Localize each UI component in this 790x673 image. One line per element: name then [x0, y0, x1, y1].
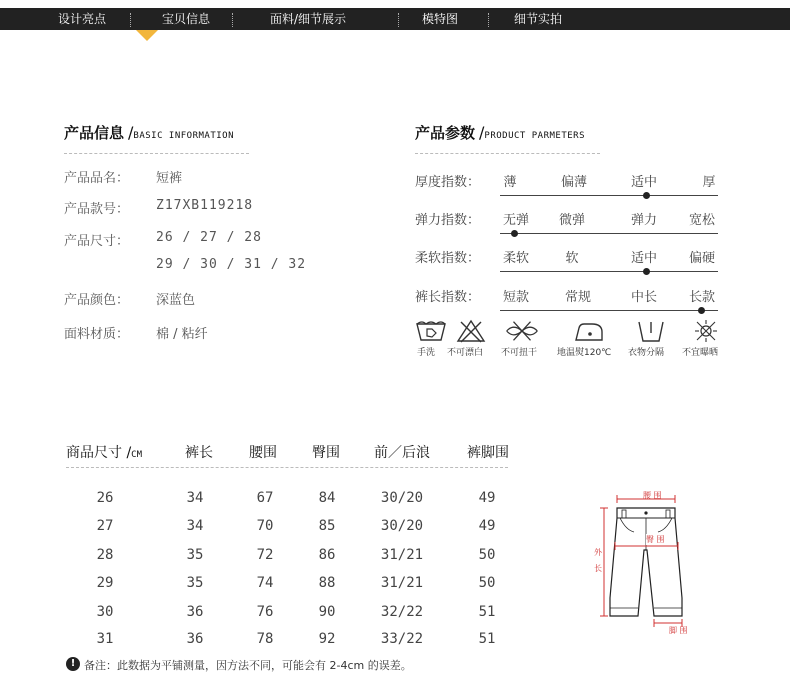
- size-table-cell: 49: [478, 490, 496, 506]
- size-table-size-cell: 31: [96, 631, 114, 647]
- warning-icon: !: [66, 657, 80, 671]
- info-value-size-line2: 29 / 30 / 31 / 32: [156, 257, 307, 272]
- nav-item-info[interactable]: 宝贝信息: [162, 12, 211, 26]
- product-info-subtitle: BASIC INFORMATION: [133, 131, 235, 141]
- note-text: 备注：此数据为平铺测量，因方法不同，可能会有 2-4cm 的误差。: [84, 659, 412, 672]
- care-label: 地温熨120℃: [557, 348, 612, 358]
- hand-wash-icon: [414, 318, 448, 344]
- care-label: 不可漂白: [447, 348, 484, 358]
- size-table-header: 裤长: [185, 445, 213, 461]
- param-indicator-dot: [643, 192, 650, 199]
- size-table-size-cell: 26: [96, 490, 114, 506]
- size-table-cell: 78: [256, 631, 274, 647]
- param-option: 适中: [630, 175, 657, 190]
- param-option: 厚: [702, 175, 716, 190]
- param-option: 常规: [564, 290, 591, 305]
- size-table-cell: 90: [318, 604, 336, 620]
- product-params-title: 产品参数 /PRODUCT PARMETERS: [415, 123, 586, 142]
- size-table-unit: CM: [131, 450, 143, 460]
- param-label-softness: 柔软指数：: [415, 251, 481, 266]
- param-option: 长款: [688, 290, 715, 305]
- nav-item-design[interactable]: 设计亮点: [58, 12, 107, 26]
- size-table-cell: 72: [256, 547, 274, 563]
- nav-item-fabric[interactable]: 面料/细节展示: [270, 12, 347, 26]
- care-label: 不可扭干: [501, 348, 538, 358]
- size-table-size-cell: 30: [96, 604, 114, 620]
- product-params-subtitle: PRODUCT PARMETERS: [484, 131, 586, 141]
- size-table-cell: 74: [256, 575, 274, 591]
- no-wring-icon: [505, 318, 539, 344]
- nav-separator: [130, 13, 131, 27]
- size-table-cell: 49: [478, 518, 496, 534]
- size-table-cell: 36: [186, 631, 204, 647]
- param-option: 偏硬: [688, 251, 715, 266]
- size-table-cell: 50: [478, 575, 496, 591]
- nav-separator: [488, 13, 489, 27]
- size-table-header: 腰围: [249, 445, 277, 461]
- info-value-color: 深蓝色: [156, 293, 196, 308]
- size-table-cell: 34: [186, 518, 204, 534]
- size-table-header: 臀围: [312, 445, 340, 461]
- nav-separator: [232, 13, 233, 27]
- size-table-cell: 32/22: [380, 604, 424, 620]
- size-table-cell: 30/20: [380, 518, 424, 534]
- size-table-title-text: 商品尺寸: [66, 445, 122, 461]
- iron-low-icon: [572, 318, 606, 344]
- divider: [415, 153, 600, 154]
- param-indicator-dot: [511, 230, 518, 237]
- product-info-title: 产品信息 /BASIC INFORMATION: [64, 123, 235, 142]
- nav-item-model[interactable]: 模特图: [422, 12, 459, 26]
- param-scale-line: [500, 195, 718, 196]
- diagram-label-hem: 脚 围: [669, 626, 688, 635]
- divider: [64, 153, 249, 154]
- param-indicator-dot: [643, 268, 650, 275]
- size-table-cell: 35: [186, 575, 204, 591]
- param-option: 柔软: [502, 251, 529, 266]
- param-option: 弹力: [630, 213, 657, 228]
- size-table-cell: 86: [318, 547, 336, 563]
- nav-separator: [398, 13, 399, 27]
- size-table-cell: 76: [256, 604, 274, 620]
- size-table-cell: 35: [186, 547, 204, 563]
- info-label-color: 产品颜色：: [64, 293, 130, 308]
- info-value-style: Z17XB119218: [156, 198, 254, 213]
- size-table-size-cell: 27: [96, 518, 114, 534]
- info-label-style: 产品款号：: [64, 202, 130, 217]
- param-indicator-dot: [698, 307, 705, 314]
- no-sun-icon: [689, 318, 723, 344]
- info-value-size: 26 / 27 / 28: [156, 230, 262, 245]
- wash-separately-icon: [634, 318, 668, 344]
- param-scale-line: [500, 310, 718, 311]
- size-table-cell: 88: [318, 575, 336, 591]
- param-option: 偏薄: [560, 175, 587, 190]
- param-label-length: 裤长指数：: [415, 290, 481, 305]
- size-table-cell: 31/21: [380, 575, 424, 591]
- diagram-label-waist: 腰 围: [643, 491, 662, 500]
- size-table-cell: 31/21: [380, 547, 424, 563]
- info-label-material: 面料材质：: [64, 327, 130, 342]
- size-table-cell: 70: [256, 518, 274, 534]
- param-label-elasticity: 弹力指数：: [415, 213, 481, 228]
- info-label-size: 产品尺寸：: [64, 234, 130, 249]
- size-table-title: 商品尺寸 /CM: [66, 445, 143, 461]
- param-label-thickness: 厚度指数：: [415, 175, 481, 190]
- size-table-cell: 92: [318, 631, 336, 647]
- size-table-cell: 67: [256, 490, 274, 506]
- param-option: 中长: [630, 290, 657, 305]
- param-option: 短款: [502, 290, 529, 305]
- diagram-label-outseam: 外: [594, 548, 602, 557]
- nav-decoration: [0, 0, 790, 8]
- size-table-cell: 51: [478, 631, 496, 647]
- size-table-size-cell: 28: [96, 547, 114, 563]
- param-option: 软: [565, 251, 579, 266]
- care-label: 不宜曝晒: [682, 348, 719, 358]
- info-value-material: 棉 / 粘纤: [156, 327, 208, 342]
- product-params-title-text: 产品参数: [415, 124, 476, 142]
- size-table-header: 裤脚围: [467, 445, 509, 461]
- product-info-title-text: 产品信息: [64, 124, 125, 142]
- size-table-cell: 51: [478, 604, 496, 620]
- size-table-cell: 34: [186, 490, 204, 506]
- size-table-cell: 84: [318, 490, 336, 506]
- info-value-name: 短裤: [156, 171, 183, 186]
- size-table-header: 前／后浪: [374, 445, 430, 461]
- param-option: 无弹: [502, 213, 529, 228]
- param-scale-line: [500, 233, 718, 234]
- no-bleach-icon: [454, 318, 488, 344]
- care-label: 衣物分隔: [628, 348, 665, 358]
- size-table-cell: 33/22: [380, 631, 424, 647]
- param-option: 宽松: [688, 213, 715, 228]
- size-table-cell: 30/20: [380, 490, 424, 506]
- divider: [66, 467, 508, 468]
- diagram-label-outseam: 长: [594, 564, 602, 573]
- param-option: 适中: [630, 251, 657, 266]
- size-table-cell: 50: [478, 547, 496, 563]
- shorts-diagram: [590, 488, 705, 636]
- param-scale-line: [500, 271, 718, 272]
- care-label: 手洗: [417, 348, 436, 358]
- param-option: 薄: [503, 175, 517, 190]
- size-table-cell: 85: [318, 518, 336, 534]
- size-table-size-cell: 29: [96, 575, 114, 591]
- info-label-name: 产品品名：: [64, 171, 130, 186]
- nav-item-detail[interactable]: 细节实拍: [514, 12, 563, 26]
- size-table-cell: 36: [186, 604, 204, 620]
- param-option: 微弹: [558, 213, 585, 228]
- diagram-label-hip: 臀 围: [646, 535, 665, 544]
- top-nav: [0, 8, 790, 30]
- nav-active-pointer: [136, 30, 158, 41]
